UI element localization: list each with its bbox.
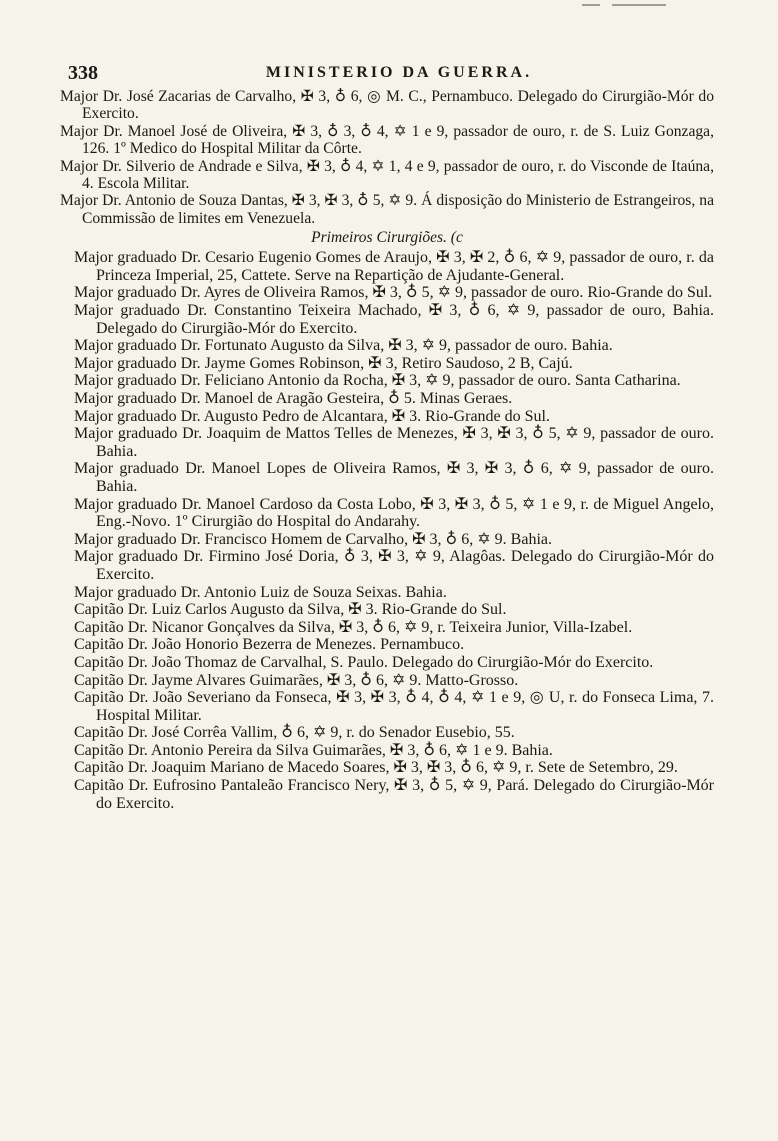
entry: Major graduado Dr. Francisco Homem de Carvalho, ✠ 3, ♁ 6, ✡ 9. Bahia. [74, 530, 552, 548]
entry: Major graduado Dr. Firmino José Doria, ♁ 3, ✠ 3, ✡ 9, Alagôas. Delegado do Cirurgião-Mór do Exercito. [74, 548, 714, 583]
entries-block-1 [60, 88, 714, 227]
section-heading: Primeiros Cirurgiões. (c [311, 229, 463, 247]
entry: Major graduado Dr. Cesario Eugenio Gomes de Araujo, ✠ 3, ✠ 2, ♁ 6, ✡ 9, passador de ouro, r. da Princeza Imperial, 25, Cattete. Serve na Repartição de Ajudante-General. [74, 249, 714, 284]
entry: Capitão Dr. Antonio Pereira da Silva Guimarães, ✠ 3, ♁ 6, ✡ 1 e 9. Bahia. [74, 741, 553, 759]
entry: Major graduado Dr. Fortunato Augusto da Silva, ✠ 3, ✡ 9, passador de ouro. Bahia. [74, 337, 613, 355]
entry: Major graduado Dr. Ayres de Oliveira Ramos, ✠ 3, ♁ 5, ✡ 9, passador de ouro. Rio-Grande do Sul. [74, 284, 713, 302]
entry: Major Dr. Manoel José de Oliveira, ✠ 3, ♁ 3, ♁ 4, ✡ 1 e 9, passador de ouro, r. de S. Luiz Gonzaga, 126. 1º Medico do Hospital Militar da Côrte. [60, 122, 714, 158]
entry: Capitão Dr. José Corrêa Vallim, ♁ 6, ✡ 9, r. do Senador Eusebio, 55. [74, 724, 515, 742]
entry: Major graduado Dr. Constantino Teixeira Machado, ✠ 3, ♁ 6, ✡ 9, passador de ouro, Bahia. Delegado do Cirurgião-Mór do Exercito. [74, 302, 714, 337]
entry: Capitão Dr. Eufrosino Pantaleão Francisco Nery, ✠ 3, ♁ 5, ✡ 9, Pará. Delegado do Cirurgião-Mór do Exercito. [74, 777, 714, 812]
entry: Major graduado Dr. Feliciano Antonio da Rocha, ✠ 3, ✡ 9, passador de ouro. Santa Catharina. [74, 372, 681, 390]
entry: Capitão Dr. Joaquim Mariano de Macedo Soares, ✠ 3, ✠ 3, ♁ 6, ✡ 9, r. Sete de Setembro, 29. [74, 759, 678, 777]
entry: Major graduado Dr. Manoel Cardoso da Costa Lobo, ✠ 3, ✠ 3, ♁ 5, ✡ 1 e 9, r. de Miguel Angelo, Eng.-Novo. 1º Cirurgião do Hospital do Andarahy. [74, 495, 714, 531]
entry: Major Dr. José Zacarias de Carvalho, ✠ 3, ♁ 6, ◎ M. C., Pernambuco. Delegado do Cirurgião-Mór do Exercito. [60, 88, 714, 123]
entry: Major graduado Dr. Manoel de Aragão Gesteira, ♁ 5. Minas Geraes. [74, 390, 513, 407]
running-title: MINISTERIO DA GUERRA. [265, 64, 533, 81]
entry: Major graduado Dr. Antonio Luiz de Souza Seixas. Bahia. [74, 583, 447, 601]
entry: Capitão Dr. Luiz Carlos Augusto da Silva, ✠ 3. Rio-Grande do Sul. [74, 601, 507, 619]
page-header [60, 62, 738, 84]
entry: Capitão Dr. Nicanor Gonçalves da Silva, ✠ 3, ♁ 6, ✡ 9, r. Teixeira Junior, Villa-Izabel. [74, 618, 633, 636]
entry: Capitão Dr. João Severiano da Fonseca, ✠ 3, ✠ 3, ♁ 4, ♁ 4, ✡ 1 e 9, ◎ U, r. do Fonseca Lima, 7. Hospital Militar. [74, 689, 714, 724]
entry: Capitão Dr. Jayme Alvares Guimarães, ✠ 3, ♁ 6, ✡ 9. Matto-Grosso. [74, 671, 519, 689]
entry: Capitão Dr. João Honorio Bezerra de Menezes. Pernambuco. [74, 636, 465, 654]
entry: Major graduado Dr. Joaquim de Mattos Telles de Menezes, ✠ 3, ✠ 3, ♁ 5, ✡ 9, passador de ouro. Bahia. [74, 425, 714, 460]
document-body [60, 88, 714, 812]
scan-artifact [612, 4, 666, 6]
entry: Major graduado Dr. Augusto Pedro de Alcantara, ✠ 3. Rio-Grande do Sul. [74, 407, 550, 425]
entry: Major Dr. Antonio de Souza Dantas, ✠ 3, ✠ 3, ♁ 5, ✡ 9. Á disposição do Ministerio de Estrangeiros, na Commissão de limites em Venezuela. [60, 192, 714, 227]
entry: Major graduado Dr. Manoel Lopes de Oliveira Ramos, ✠ 3, ✠ 3, ♁ 6, ✡ 9, passador de ouro. Bahia. [74, 460, 714, 495]
scan-artifact [582, 4, 600, 6]
entries-block-2 [60, 249, 714, 812]
entry: Capitão Dr. João Thomaz de Carvalhal, S. Paulo. Delegado do Cirurgião-Mór do Exercito. [74, 653, 654, 671]
entry: Major graduado Dr. Jayme Gomes Robinson, ✠ 3, Retiro Saudoso, 2 B, Cajú. [74, 354, 573, 372]
page-number: 338 [68, 62, 98, 84]
entry: Major Dr. Silverio de Andrade e Silva, ✠ 3, ♁ 4, ✡ 1, 4 e 9, passador de ouro, r. do Visconde de Itaúna, 4. Escola Militar. [60, 157, 714, 193]
